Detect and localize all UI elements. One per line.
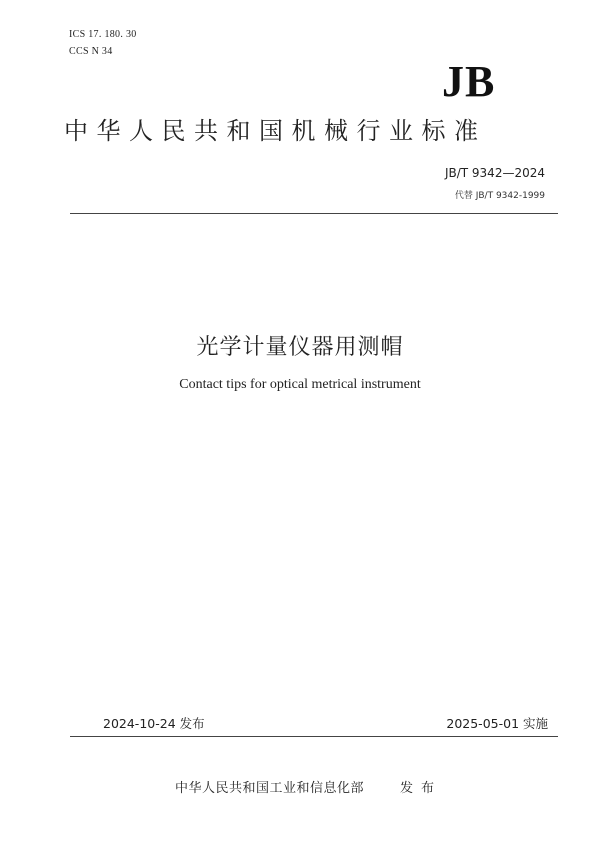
replaces-note: 代替 JB/T 9342-1999 xyxy=(454,191,545,201)
publisher-name: 中华人民共和国工业和信息化部 xyxy=(175,781,365,796)
jb-logo: JB xyxy=(442,57,496,106)
top-divider xyxy=(70,213,558,214)
publish-label: 发布 xyxy=(400,781,443,796)
issue-date: 2024-10-24 发布 xyxy=(103,716,205,731)
ics-code: ICS 17. 180. 30 xyxy=(69,29,137,40)
ccs-code: CCS N 34 xyxy=(69,46,113,57)
document-title: 光学计量仪器用测帽 xyxy=(196,335,404,360)
implementation-date: 2025-05-01 实施 xyxy=(446,716,548,731)
bottom-divider xyxy=(70,736,558,737)
document-subtitle: Contact tips for optical metrical instrument xyxy=(179,377,421,392)
standard-title: 中华人民共和国机械行业标准 xyxy=(64,117,487,145)
standard-number: JB/T 9342—2024 xyxy=(444,166,545,180)
